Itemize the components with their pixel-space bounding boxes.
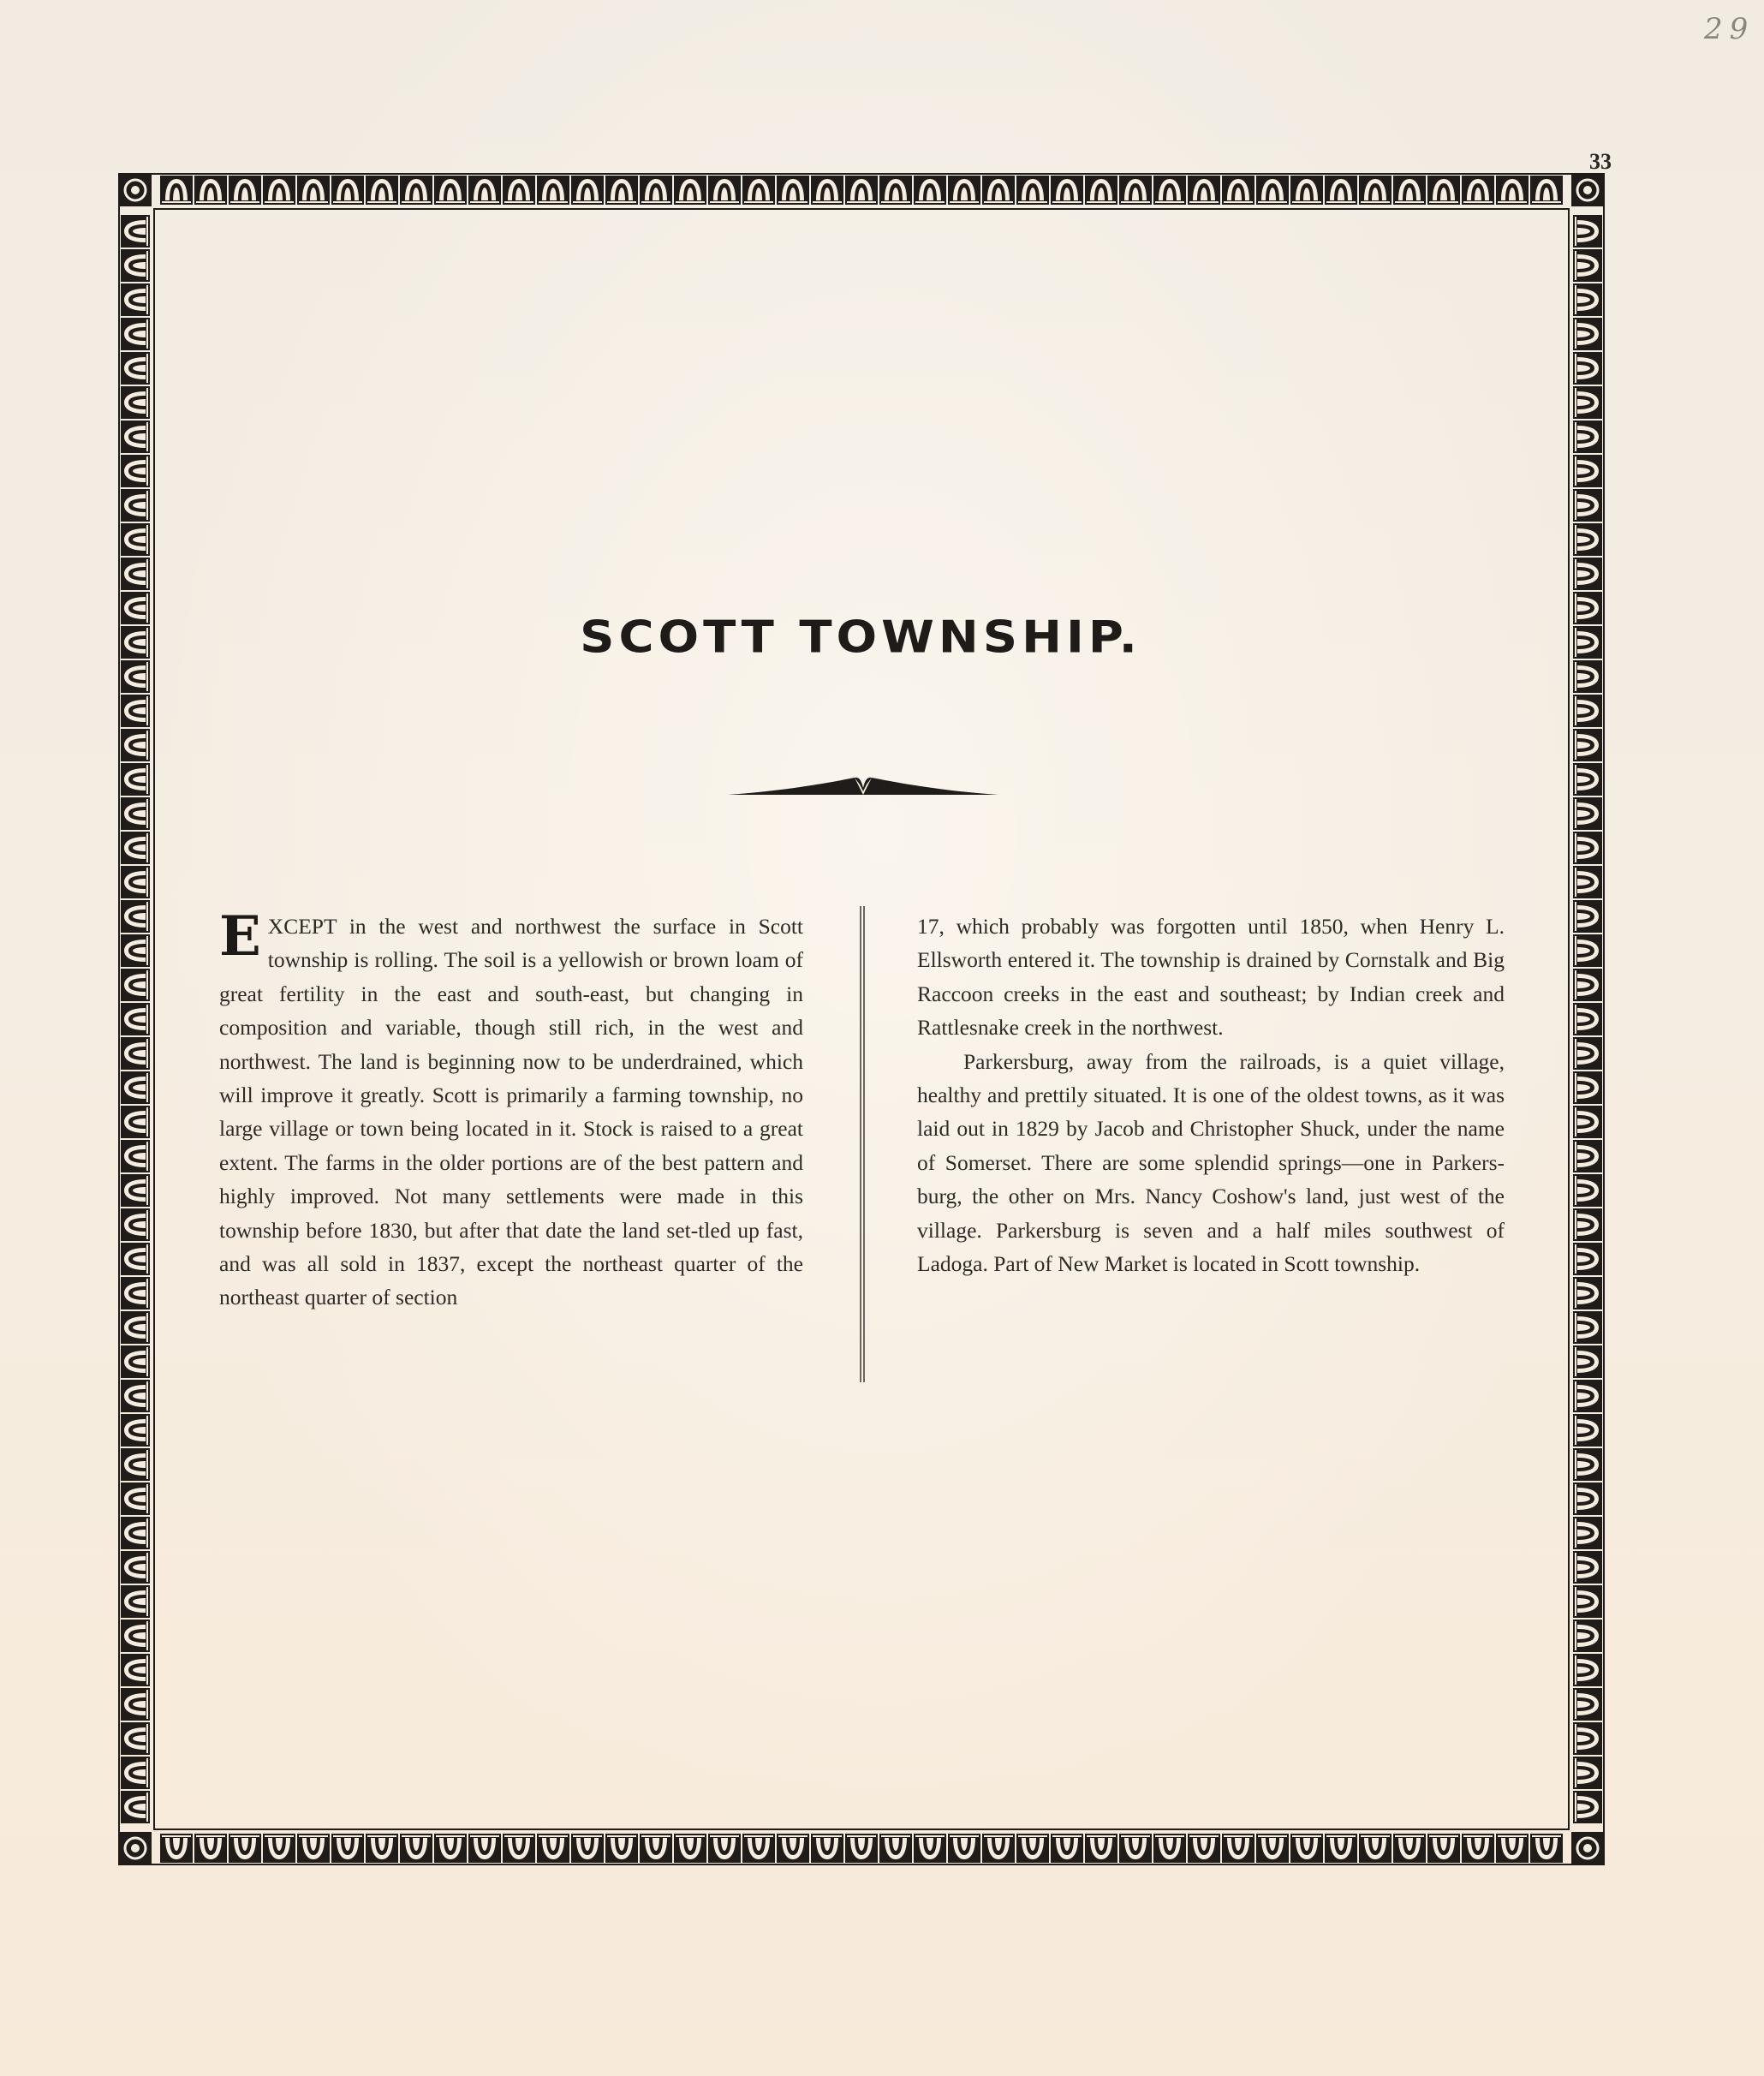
right-text-column [917, 910, 1505, 1280]
right-paragraph-1: 17, which probably was forgotten until 1850, when Henry L. Ellsworth entered it. The township is drained by Cornstalk and Big Raccoon creeks in the east and southeast; by Indian creek and Rattlesnake creek in the northwest. [917, 914, 1505, 1041]
right-paragraph-2: Parkersburg, away from the railroads, is a quiet village, healthy and prettily situated. It is one of the oldest towns, as it was laid out in 1829 by Jacob and Christopher Shuck, under the name of Somerset. There are some splendid springs—one in Parkers-burg, the other on Mrs. Nancy Coshow's land, just west of the village. Parkersburg is seven and a half miles southwest of Ladoga. Part of New Market is located in Scott township. [917, 1048, 1505, 1277]
dropcap-letter: E [219, 904, 261, 969]
printed-page-number: 33 [1589, 149, 1612, 174]
left-text-column [219, 904, 803, 1315]
column-divider [860, 906, 865, 1382]
handwritten-page-number: 29 [1704, 12, 1755, 46]
left-paragraph-text: XCEPT in the west and northwest the surface in Scott township is rolling. The soil is a yellowish or brown loam of great fertility in the east and south-east, but changing in composition and variable, though still rich, in the west and northwest. The land is beginning now to be underdrained, which will improve it greatly. Scott is primarily a farming township, no large village or town being located in it. Stock is raised to a great extent. The farms in the older portions are of the best pattern and highly improved. Not many settlements were made in this township before 1830, but after that date the land set-tled up fast, and was all sold in 1837, except the northeast quarter of the northeast quarter of section [219, 914, 803, 1310]
page-title: SCOTT TOWNSHIP. [580, 611, 1141, 664]
winged-divider-ornament-icon [726, 769, 1000, 800]
left-paragraph [219, 904, 803, 1315]
